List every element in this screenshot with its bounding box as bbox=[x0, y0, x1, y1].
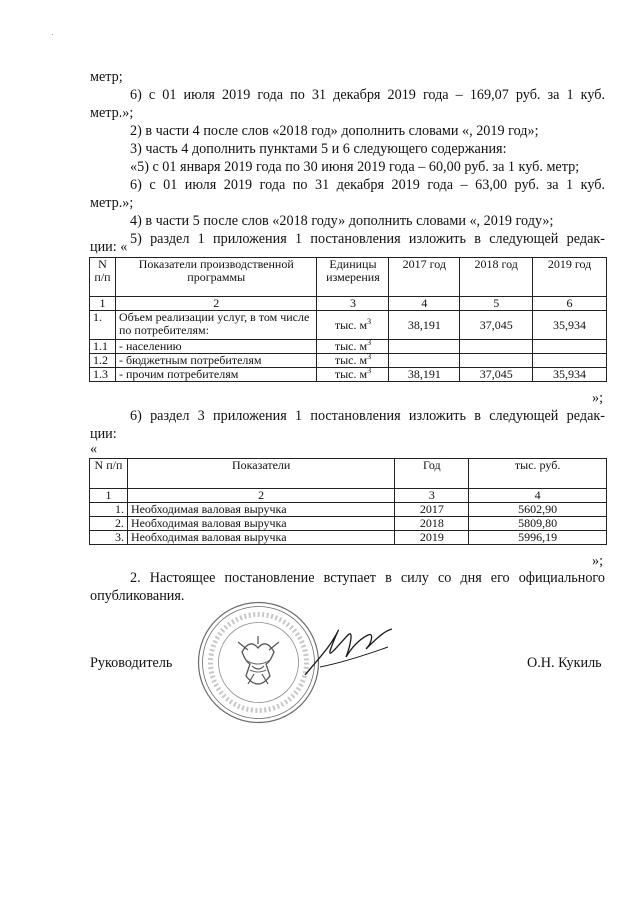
table-cell: 35,934 bbox=[533, 311, 607, 340]
table-cell: 5602,90 bbox=[469, 503, 607, 517]
opening-quote: « bbox=[90, 441, 98, 457]
text-line: ции: bbox=[90, 426, 117, 442]
table-row bbox=[90, 354, 607, 368]
column-number-row bbox=[90, 297, 607, 311]
signature-icon bbox=[300, 617, 395, 682]
column-number: 4 bbox=[389, 297, 460, 311]
unit-cell bbox=[317, 311, 389, 340]
text-line: метр; bbox=[90, 69, 123, 85]
table-cell: 2018 bbox=[395, 517, 469, 531]
table-cell bbox=[460, 354, 533, 368]
table-cell: 38,191 bbox=[389, 368, 460, 382]
scan-speck bbox=[52, 34, 53, 35]
table-cell: 1.1 bbox=[90, 340, 116, 354]
column-number: 2 bbox=[127, 489, 394, 503]
table-cell: 1. bbox=[90, 503, 128, 517]
table-row bbox=[90, 340, 607, 354]
table-cell bbox=[389, 340, 460, 354]
table-header-row bbox=[90, 459, 607, 489]
column-number: 2 bbox=[115, 297, 317, 311]
table-row bbox=[90, 531, 607, 545]
table-header-row bbox=[90, 258, 607, 297]
text-line: ции: « bbox=[90, 239, 128, 255]
unit-cell bbox=[317, 368, 389, 382]
table-cell: Необходимая валовая выручка bbox=[127, 503, 394, 517]
table-row bbox=[90, 311, 607, 340]
table-cell: - населению bbox=[115, 340, 317, 354]
table-cell: 5996,19 bbox=[469, 531, 607, 545]
table-cell: 38,191 bbox=[389, 311, 460, 340]
table-cell bbox=[389, 354, 460, 368]
table-cell: 35,934 bbox=[533, 368, 607, 382]
unit-superscript: 3 bbox=[367, 338, 372, 347]
revenue-table bbox=[89, 458, 607, 545]
column-number: 5 bbox=[460, 297, 533, 311]
table-cell: Объем реализации услуг, в том числе по потребителям: bbox=[115, 311, 317, 340]
table-cell: 37,045 bbox=[460, 311, 533, 340]
unit-text: тыс. м bbox=[334, 367, 368, 381]
unit-text: тыс. м bbox=[334, 317, 368, 332]
signatory-name: О.Н. Кукиль bbox=[527, 655, 602, 671]
unit-cell bbox=[317, 354, 389, 368]
column-number: 1 bbox=[90, 489, 128, 503]
header-cell: 2017 год bbox=[389, 258, 460, 297]
column-number: 3 bbox=[317, 297, 389, 311]
closing-quote: »; bbox=[592, 390, 604, 406]
text-line: 5) раздел 1 приложения 1 постановления изложить в следующей редак- bbox=[130, 231, 605, 247]
column-number: 3 bbox=[395, 489, 469, 503]
header-cell: N п/п bbox=[90, 459, 128, 489]
unit-superscript: 3 bbox=[367, 352, 372, 361]
text-line: опубликования. bbox=[90, 588, 185, 604]
table-cell: 1. bbox=[90, 311, 116, 340]
unit-text: тыс. м bbox=[334, 339, 368, 353]
text-line: 3) часть 4 дополнить пунктами 5 и 6 следующего содержания: bbox=[130, 141, 507, 157]
table-cell: Необходимая валовая выручка bbox=[127, 517, 394, 531]
text-line: «5) с 01 января 2019 года по 30 июня 2019 года – 60,00 руб. за 1 куб. метр; bbox=[130, 159, 580, 175]
text-line: 2. Настоящее постановление вступает в силу со дня его официального bbox=[130, 570, 605, 586]
table-cell: Необходимая валовая выручка bbox=[127, 531, 394, 545]
table-cell: 2. bbox=[90, 517, 128, 531]
table-cell: - прочим потребителям bbox=[115, 368, 317, 382]
table-cell: 2019 bbox=[395, 531, 469, 545]
text-line: 2) в части 4 после слов «2018 год» дополнить словами «, 2019 год»; bbox=[130, 123, 539, 139]
column-number: 6 bbox=[533, 297, 607, 311]
header-cell: Единицы измерения bbox=[317, 258, 389, 297]
unit-cell bbox=[317, 340, 389, 354]
table-cell: 5809,80 bbox=[469, 517, 607, 531]
unit-superscript: 3 bbox=[367, 316, 372, 326]
table-cell: 1.3 bbox=[90, 368, 116, 382]
text-line: 4) в части 5 после слов «2018 году» дополнить словами «, 2019 году»; bbox=[130, 213, 554, 229]
column-number-row bbox=[90, 489, 607, 503]
header-cell: 2018 год bbox=[460, 258, 533, 297]
header-cell: 2019 год bbox=[533, 258, 607, 297]
header-cell: N п/п bbox=[90, 258, 116, 297]
text-line: 6) с 01 июля 2019 года по 31 декабря 2019 года – 169,07 руб. за 1 куб. bbox=[130, 87, 605, 103]
table-row bbox=[90, 368, 607, 382]
header-cell: Показатели bbox=[127, 459, 394, 489]
header-cell: тыс. руб. bbox=[469, 459, 607, 489]
column-number: 4 bbox=[469, 489, 607, 503]
text-line: метр.»; bbox=[90, 195, 134, 211]
unit-text: тыс. м bbox=[334, 353, 368, 367]
unit-superscript: 3 bbox=[367, 366, 372, 375]
production-program-table bbox=[89, 257, 607, 382]
table-cell bbox=[533, 340, 607, 354]
table-cell: 3. bbox=[90, 531, 128, 545]
header-cell: Год bbox=[395, 459, 469, 489]
closing-quote: »; bbox=[592, 553, 604, 569]
table-row bbox=[90, 503, 607, 517]
table-cell bbox=[460, 340, 533, 354]
table-cell: - бюджетным потребителям bbox=[115, 354, 317, 368]
column-number: 1 bbox=[90, 297, 116, 311]
table-cell bbox=[533, 354, 607, 368]
table-cell: 1.2 bbox=[90, 354, 116, 368]
text-line: метр.»; bbox=[90, 105, 134, 121]
signatory-role: Руководитель bbox=[90, 655, 173, 671]
table-row bbox=[90, 517, 607, 531]
table-cell: 37,045 bbox=[460, 368, 533, 382]
header-cell: Показатели производственной программы bbox=[115, 258, 317, 297]
text-line: 6) с 01 июля 2019 года по 31 декабря 2019 года – 63,00 руб. за 1 куб. bbox=[130, 177, 605, 193]
text-line: 6) раздел 3 приложения 1 постановления изложить в следующей редак- bbox=[130, 408, 605, 424]
table-cell: 2017 bbox=[395, 503, 469, 517]
